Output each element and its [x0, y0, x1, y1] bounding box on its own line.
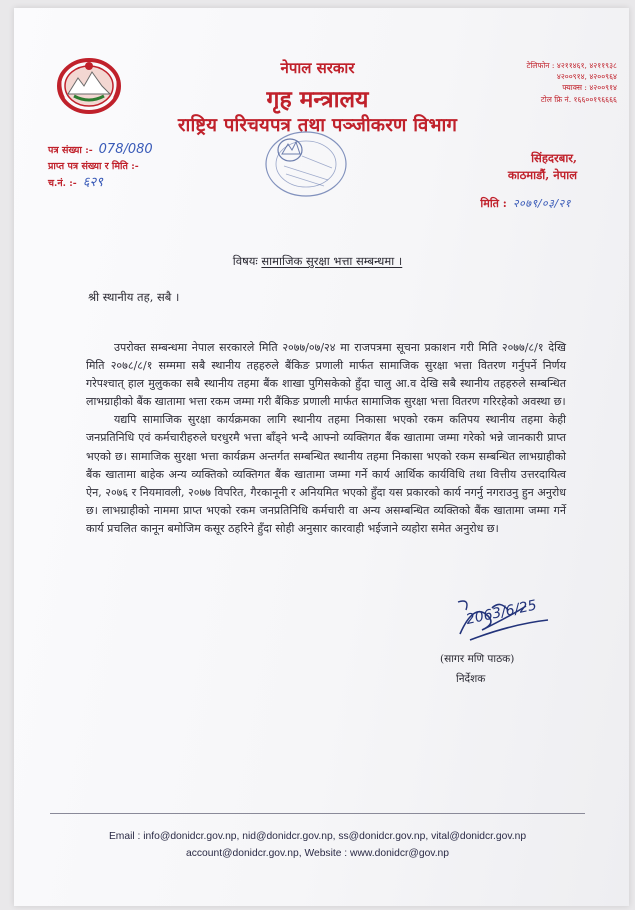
date-value: २०७९/०३/२१ — [512, 197, 571, 210]
signatory-title: निर्देशक — [456, 673, 486, 685]
signatory-name: (सागर मणि पाठक) — [440, 653, 515, 665]
received-letter-label: प्राप्त पत्र संख्या र मिति :- — [48, 161, 139, 172]
letter-number-label: पत्र संख्या :- — [48, 145, 93, 156]
footer-contact — [0, 828, 635, 862]
letter-number-value: 078/080 — [98, 142, 153, 157]
letterhead-department: राष्ट्रिय परिचयपत्र तथा पञ्जीकरण विभाग — [177, 115, 458, 136]
contact-phone-1: टेलिफोन : ४२११४६१, ४२११९३८ — [526, 61, 617, 70]
footer-emails: Email : info@donidcr.gov.np, nid@donidcr.gov.np, ss@donidcr.gov.np, vital@donidcr.gov.np — [108, 831, 527, 842]
location-line-2: काठमाडौं, नेपाल — [507, 168, 577, 182]
contact-phone-2: ४२००९१४, ४२००९६४ — [556, 72, 617, 82]
subject-label: विषयः — [232, 254, 258, 268]
letter-body — [86, 339, 566, 538]
footer-website: account@donidcr.gov.np, Website : www.donidcr@gov.np — [185, 848, 450, 859]
footer-divider — [50, 813, 585, 814]
letter-number-row — [48, 142, 153, 159]
letter-meta — [48, 142, 153, 192]
letterhead-government: नेपाल सरकार — [280, 59, 355, 77]
letter-subject — [0, 254, 635, 269]
official-seal-icon — [262, 128, 350, 200]
contact-block — [467, 60, 617, 105]
location-line-1: सिंहदरबार, — [531, 151, 577, 165]
dispatch-number-value: ६२९ — [82, 175, 103, 190]
contact-tollfree: टोल फ्रि नं. १६६००१९६६६६ — [540, 94, 617, 104]
letterhead-ministry: गृह मन्त्रालय — [266, 86, 369, 113]
salutation: श्री स्थानीय तह, सबै । — [88, 290, 180, 304]
subject-text: सामाजिक सुरक्षा भत्ता सम्बन्धमा । — [261, 254, 403, 268]
contact-fax: फ्याक्स : ४२००९१४ — [562, 83, 617, 93]
signature-date: 2063/6/25 — [464, 597, 539, 628]
date-label: मिति : — [480, 197, 507, 210]
dispatch-number-label: च.नं. :- — [48, 178, 77, 189]
office-location — [508, 150, 577, 184]
body-paragraph-2: यद्यपि सामाजिक सुरक्षा कार्यक्रमका लागि स्थानीय तहमा निकासा भएको रकम कतिपय स्थानीय तहमा केही जनप्रतिनिधि एवं कर्मचारीहरुले घरधुरमै भत्ता बाँड्ने भन्दै आफ्नो व्यक्तिगत बैंक खातामा जम्मा गरेको भन्ने जानकारी प्राप्त भएको छ। सामाजिक सुरक्षा भत्ता कार्यक्रम अन्तर्गत सम्बन्धित स्थानीय तहमा निकासा भएको रकम सम्बन्धित लाभग्राहीको बैंक खातामा बाहेक अन्य व्यक्तिको व्यक्तिगत बैंक खातामा जम्मा गर्ने कार्य आर्थिक कार्यविधि तथा वित्तीय उत्तरदायित्व ऐन, २०७६ र नियमावली, २०७७ विपरित, गैरकानूनी र अनियमित भएको हुँदा यस प्रकारको कार्य नगर्नु नगराउनु हुन अनुरोध छ। लाभग्राहीको नाममा प्राप्त भएको रकम जनप्रतिनिधि कर्मचारी वा अन्य असम्बन्धित व्यक्तिको बैंक खातामा जम्मा गर्ने कार्य प्रचलित कानून बमोजिम कसूर ठहरिने हुँदा सोही अनुसार कारवाही भईजाने व्यहोरा समेत अनुरोध छ। — [86, 413, 566, 535]
dispatch-number-row — [48, 175, 153, 192]
body-paragraph-1: उपरोक्त सम्बन्धमा नेपाल सरकारले मिति २०७७/०७/२४ मा राजपत्रमा सूचना प्रकाशन गरी मिति २०७७/८/१ देखि मिति २०७८/८/१ सम्ममा सबै स्थानीय तहहरुले बैंकिङ प्रणाली मार्फत सामाजिक सुरक्षा भत्ता वितरण गर्नुपर्ने निर्णय गरेपश्चात् हाल मुलुकका सबै स्थानीय तहमा बैंक शाखा पुगिसकेको हुँदा चालु आ.व देखि सबै स्थानीय तहहरुले सम्बन्धित लाभग्राहीको बैंक खातामा भत्ता रकम जम्मा गरी बैंकिङ प्रणाली मार्फत सामाजिक सुरक्षा भत्ता वितरण गरिरहेको अवस्था छ। — [86, 341, 566, 409]
letter-date — [480, 196, 571, 211]
